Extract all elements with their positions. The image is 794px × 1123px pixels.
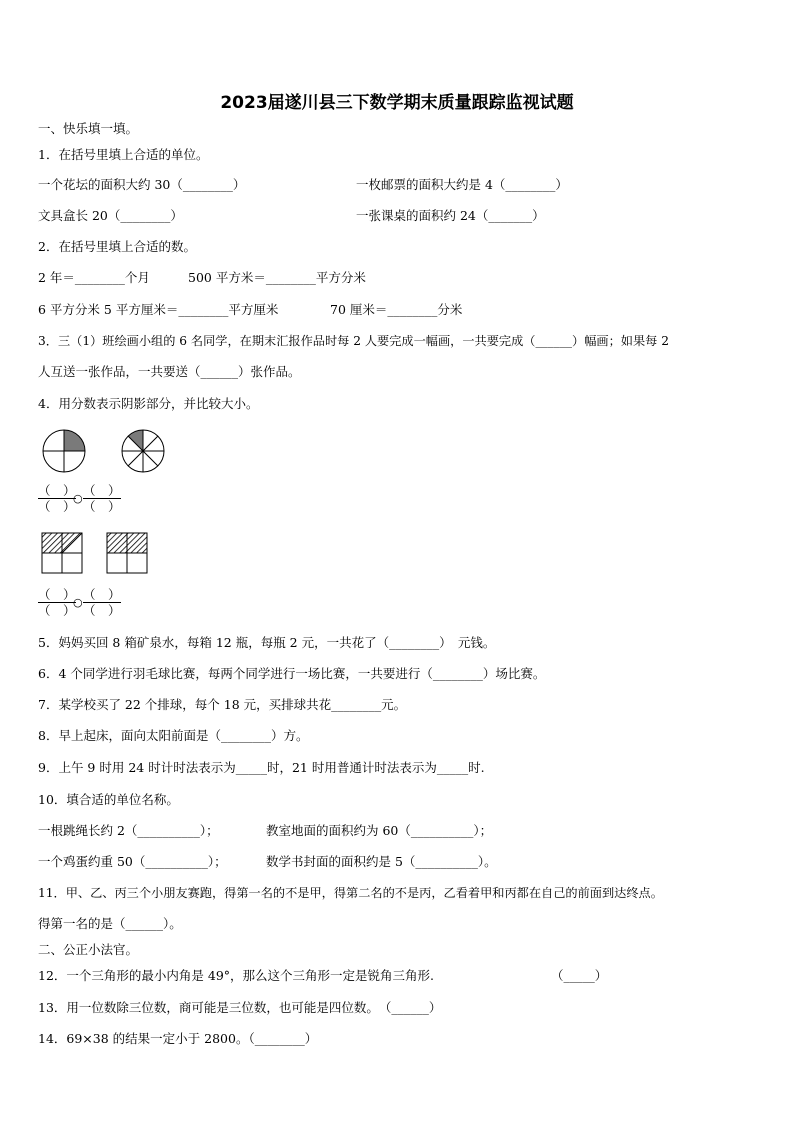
question-11-line-2: 得第一名的是（______）。 — [38, 916, 182, 931]
question-10-item-c: 一个鸡蛋约重 50（__________）； — [38, 854, 227, 869]
circle-quarters-figure — [41, 428, 87, 474]
question-14: 14．69×38 的结果一定小于 2800。（________） — [38, 1031, 318, 1046]
fraction-blank-3: （ ） （ ） — [38, 587, 76, 618]
question-10-stem: 10．填合适的单位名称。 — [38, 792, 179, 807]
question-3-line-2: 人互送一张作品，一共要送（______）张作品。 — [38, 364, 301, 379]
page-title: 2023届遂川县三下数学期末质量跟踪监视试题 — [220, 93, 574, 113]
question-12-blank: （_____） — [551, 968, 608, 983]
question-6: 6．4 个同学进行羽毛球比赛，每两个同学进行一场比赛，一共要进行（________）场比赛。 — [38, 666, 546, 681]
question-8: 8．早上起床，面向太阳前面是（________）方。 — [38, 728, 309, 743]
question-1-item-b: 一枚邮票的面积大约是 4（________） — [356, 177, 568, 192]
question-2-item-d: 70 厘米＝________分米 — [330, 302, 463, 317]
question-7: 7．某学校买了 22 个排球，每个 18 元，买排球共花________元。 — [38, 697, 407, 712]
question-1-item-a: 一个花坛的面积大约 30（________） — [38, 177, 246, 192]
question-9: 9．上午 9 时用 24 时计时法表示为_____时，21 时用普通计时法表示为_____时. — [38, 760, 485, 775]
question-2-item-b: 500 平方米＝________平方分米 — [188, 270, 366, 285]
question-4-stem: 4．用分数表示阴影部分，并比较大小。 — [38, 396, 259, 411]
section-heading-2: 二、公正小法官。 — [38, 942, 139, 957]
section-heading-1: 一、快乐填一填。 — [38, 121, 139, 136]
question-3-line-1: 3．三（1）班绘画小组的 6 名同学，在期末汇报作品时每 2 人要完成一幅画，一共要完成（______）幅画；如果每 2 — [38, 334, 669, 348]
question-13: 13．用一位数除三位数，商可能是三位数，也可能是四位数。 （______） — [38, 1000, 442, 1015]
question-11-line-1: 11．甲、乙、丙三个小朋友赛跑，得第一名的不是甲，得第二名的不是丙，乙看着甲和丙都在自己的前面到达终点。 — [38, 886, 663, 900]
question-12: 12．一个三角形的最小内角是 49°，那么这个三角形一定是锐角三角形. — [38, 968, 435, 983]
question-1-item-c: 文具盒长 20（________） — [38, 208, 183, 223]
question-2-item-c: 6 平方分米 5 平方厘米＝________平方厘米 — [38, 302, 279, 317]
question-2-item-a: 2 年＝________个月 — [38, 270, 150, 285]
question-2-stem: 2．在括号里填上合适的数。 — [38, 239, 196, 254]
circle-eighths-figure — [120, 428, 166, 474]
fraction-blank-4: （ ） （ ） — [83, 587, 121, 618]
compare-circle-2: ○ — [73, 596, 83, 609]
square-grid-figure-1 — [41, 532, 83, 574]
fraction-blank-2: （ ） （ ） — [83, 483, 121, 514]
question-5: 5．妈妈买回 8 箱矿泉水，每箱 12 瓶，每瓶 2 元，一共花了（________） 元钱。 — [38, 635, 496, 650]
question-1-stem: 1．在括号里填上合适的单位。 — [38, 147, 209, 162]
fraction-blank-1: （ ） （ ） — [38, 483, 76, 514]
question-1-item-d: 一张课桌的面积约 24（_______） — [356, 208, 545, 223]
square-grid-figure-2 — [106, 532, 148, 574]
compare-circle-1: ○ — [73, 492, 83, 505]
question-10-item-a: 一根跳绳长约 2（__________）； — [38, 823, 219, 838]
question-10-item-b: 教室地面的面积约为 60（__________）； — [266, 823, 493, 838]
question-10-item-d: 数学书封面的面积约是 5（__________）。 — [266, 854, 497, 869]
